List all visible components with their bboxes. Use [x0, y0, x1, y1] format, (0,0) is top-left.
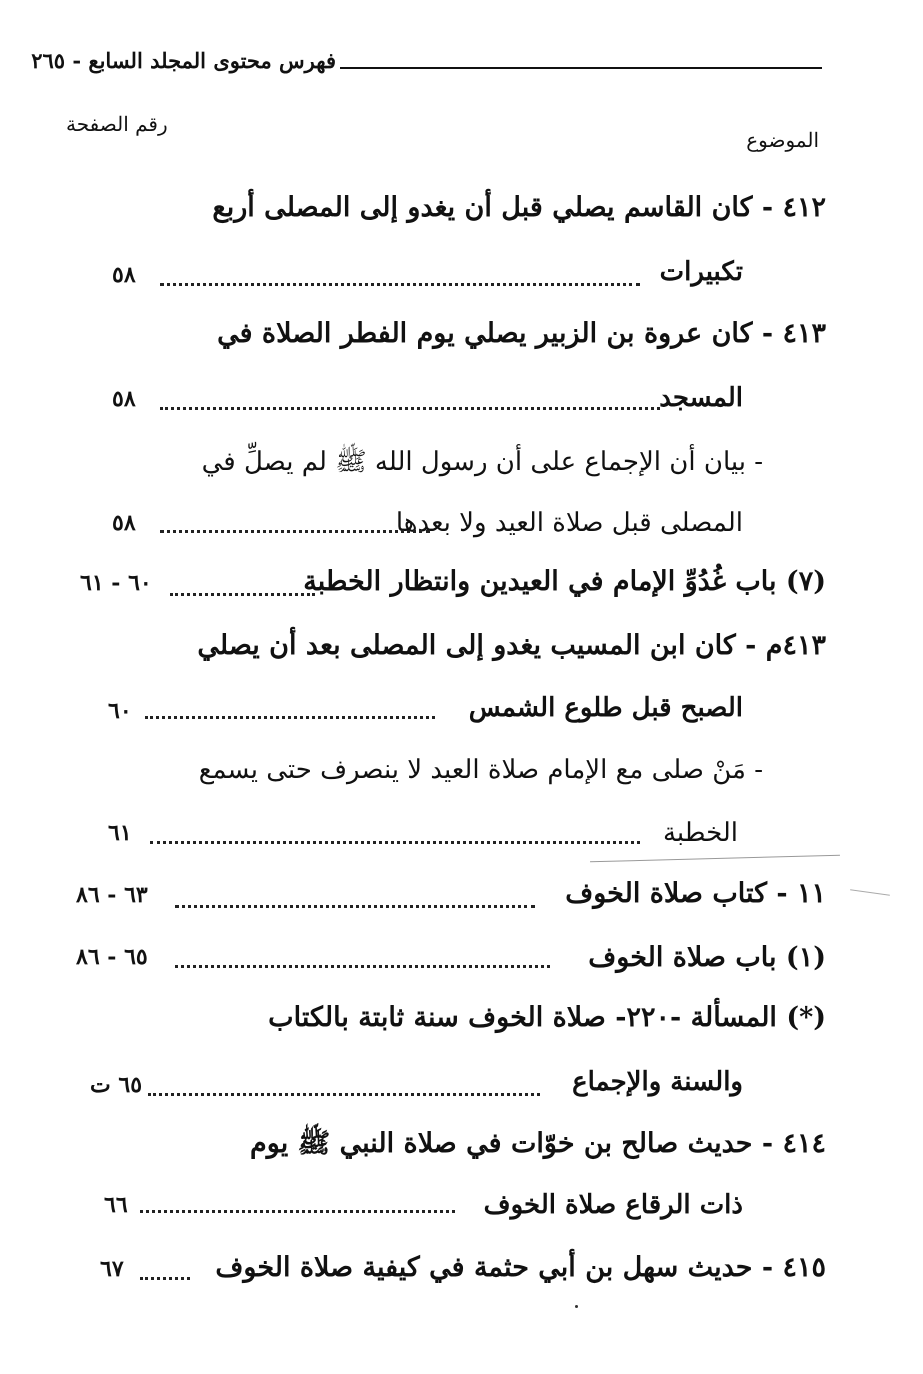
leader-dots [140, 1210, 455, 1213]
issue-220-page: ٦٥ ت [90, 1072, 143, 1098]
subentry-ijma-page: ٥٨ [112, 510, 136, 536]
entry-413m-line1: ٤١٣م - كان ابن المسيب يغدو إلى المصلى بعد أن يصلي [197, 630, 826, 661]
page-header-title: فهرس محتوى المجلد السابع - ٢٦٥ [31, 48, 336, 73]
leader-dots [160, 530, 430, 533]
section-7-title: (٧) باب غُدُوِّ الإمام في العيدين وانتظار الخطبة [303, 566, 826, 597]
section-1-title: (١) باب صلاة الخوف [588, 942, 826, 973]
leader-dots [148, 1093, 540, 1096]
leader-dots [170, 593, 315, 596]
leader-dots [140, 1277, 190, 1280]
issue-220-line1: (*) المسألة -٢٢٠- صلاة الخوف سنة ثابتة بالكتاب [268, 1002, 826, 1033]
subentry-ijma-line1: - بيان أن الإجماع على أن رسول الله ﷺ لم يصلِّ في [201, 447, 763, 477]
entry-413m-line2: الصبح قبل طلوع الشمس [468, 693, 743, 723]
book-11-title: ١١ - كتاب صلاة الخوف [565, 878, 826, 909]
column-header-page-number: رقم الصفحة [66, 112, 168, 136]
entry-412-page: ٥٨ [112, 262, 136, 288]
subentry-khutba-page: ٦١ [108, 820, 132, 846]
scan-mark [850, 889, 890, 896]
leader-dots [175, 965, 550, 968]
section-7-page: ٦٠ - ٦١ [80, 570, 152, 596]
entry-414-page: ٦٦ [104, 1192, 128, 1218]
header-rule [340, 67, 822, 69]
leader-dots [150, 841, 640, 844]
entry-413m-page: ٦٠ [108, 698, 132, 724]
leader-dots [160, 283, 640, 286]
entry-415-line1: ٤١٥ - حديث سهل بن أبي حثمة في كيفية صلاة الخوف [215, 1252, 826, 1283]
subentry-ijma-line2: المصلى قبل صلاة العيد ولا بعدها [395, 508, 743, 538]
subentry-khutba-line2: الخطبة [662, 818, 738, 848]
entry-414-line2: ذات الرقاع صلاة الخوف [483, 1190, 743, 1220]
leader-dots [160, 407, 660, 410]
entry-414-line1: ٤١٤ - حديث صالح بن خوّات في صلاة النبي ﷺ يوم [250, 1128, 826, 1159]
leader-dots [175, 905, 535, 908]
column-header-topic: الموضوع [746, 128, 819, 152]
issue-220-line2: والسنة والإجماع [572, 1067, 743, 1097]
entry-413-line1: ٤١٣ - كان عروة بن الزبير يصلي يوم الفطر الصلاة في [217, 318, 826, 349]
entry-413-line2: المسجد [659, 383, 743, 413]
scan-speck [575, 1305, 578, 1308]
section-1-page: ٦٥ - ٨٦ [76, 944, 148, 970]
scan-mark [590, 855, 840, 863]
leader-dots [145, 716, 435, 719]
entry-415-page: ٦٧ [100, 1256, 124, 1282]
entry-412-line2: تكبيرات [659, 257, 743, 287]
entry-413-page: ٥٨ [112, 386, 136, 412]
subentry-khutba-line1: - مَنْ صلى مع الإمام صلاة العيد لا ينصرف حتى يسمع [198, 755, 763, 785]
book-11-page: ٦٣ - ٨٦ [76, 882, 148, 908]
entry-412-line1: ٤١٢ - كان القاسم يصلي قبل أن يغدو إلى المصلى أربع [212, 192, 826, 223]
